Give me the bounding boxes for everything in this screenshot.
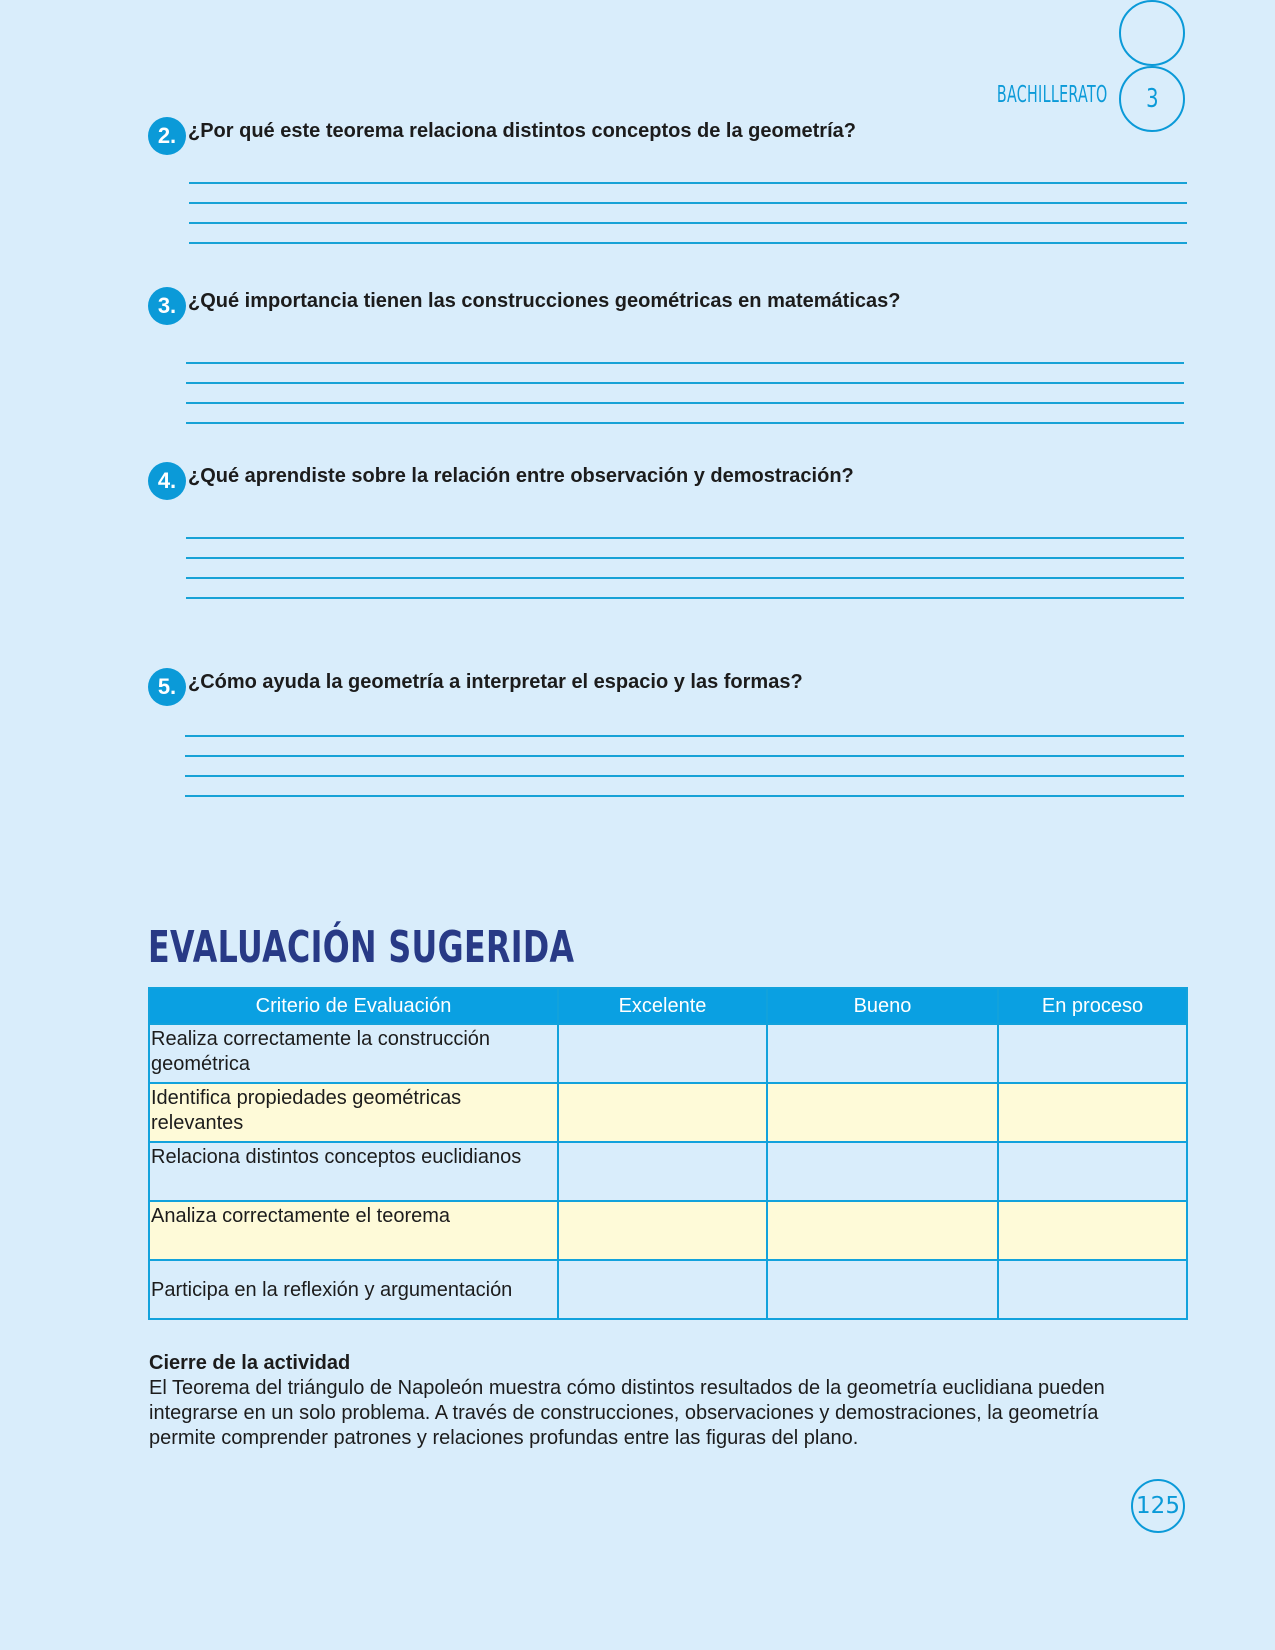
column-header: Criterio de Evaluación [149, 988, 558, 1024]
answer-line[interactable] [185, 755, 1184, 757]
rating-cell-bueno[interactable] [767, 1260, 998, 1319]
answer-line[interactable] [186, 382, 1184, 384]
question-3 [148, 287, 900, 325]
question-number-badge: 3. [148, 287, 186, 325]
section-title: EVALUACIÓN SUGERIDA [148, 922, 575, 973]
closing-text: El Teorema del triángulo de Napoleón muestra cómo distintos resultados de la geometría euclidiana pueden integrarse en un solo problema. A través de construcciones, observaciones y demostraciones, la geometría permite comprender patrones y relaciones profundas entre las figuras del plano. [149, 1377, 1105, 1449]
question-5 [148, 668, 803, 706]
answer-line[interactable] [186, 402, 1184, 404]
closing-section [149, 1351, 1159, 1451]
rating-cell-excelente[interactable] [558, 1201, 767, 1260]
rating-cell-en-proceso[interactable] [998, 1260, 1187, 1319]
series-label: BACHILLERATO [997, 82, 1108, 108]
rating-cell-excelente[interactable] [558, 1260, 767, 1319]
answer-line[interactable] [185, 795, 1184, 797]
rating-cell-excelente[interactable] [558, 1142, 767, 1201]
column-header: En proceso [998, 988, 1187, 1024]
criterion-cell: Relaciona distintos conceptos euclidianos [149, 1142, 558, 1201]
answer-line[interactable] [189, 242, 1187, 244]
criterion-cell: Identifica propiedades geométricas relevantes [149, 1083, 558, 1142]
page-number: 125 [1131, 1479, 1185, 1533]
rating-cell-bueno[interactable] [767, 1024, 998, 1083]
table-header-row [149, 988, 1187, 1024]
answer-line[interactable] [186, 577, 1184, 579]
criterion-cell: Realiza correctamente la construcción geométrica [149, 1024, 558, 1083]
table-row [149, 1260, 1187, 1319]
criterion-cell: Analiza correctamente el teorema [149, 1201, 558, 1260]
rating-cell-excelente[interactable] [558, 1083, 767, 1142]
question-4 [148, 462, 854, 500]
question-text: ¿Por qué este teorema relaciona distintos conceptos de la geometría? [188, 119, 856, 142]
answer-line[interactable] [185, 775, 1184, 777]
rating-cell-bueno[interactable] [767, 1142, 998, 1201]
answer-line[interactable] [186, 597, 1184, 599]
closing-title: Cierre de la actividad [149, 1352, 351, 1374]
table-row [149, 1142, 1187, 1201]
rating-cell-en-proceso[interactable] [998, 1024, 1187, 1083]
answer-lines-2[interactable] [189, 182, 1187, 262]
decorative-circle [1119, 0, 1185, 66]
answer-line[interactable] [185, 735, 1184, 737]
answer-line[interactable] [186, 422, 1184, 424]
answer-line[interactable] [186, 537, 1184, 539]
rating-cell-bueno[interactable] [767, 1201, 998, 1260]
answer-line[interactable] [186, 557, 1184, 559]
table-row [149, 1024, 1187, 1083]
column-header: Bueno [767, 988, 998, 1024]
level-number: 3 [1145, 84, 1159, 114]
question-2 [148, 117, 856, 155]
question-text: ¿Qué aprendiste sobre la relación entre observación y demostración? [188, 464, 854, 487]
answer-line[interactable] [189, 182, 1187, 184]
answer-lines-4[interactable] [186, 537, 1184, 617]
rating-cell-excelente[interactable] [558, 1024, 767, 1083]
column-header: Excelente [558, 988, 767, 1024]
table-row [149, 1083, 1187, 1142]
answer-line[interactable] [189, 202, 1187, 204]
evaluation-table [148, 987, 1188, 1320]
rating-cell-bueno[interactable] [767, 1083, 998, 1142]
answer-line[interactable] [189, 222, 1187, 224]
criterion-cell: Participa en la reflexión y argumentación [149, 1260, 558, 1319]
question-number-badge: 4. [148, 462, 186, 500]
question-text: ¿Cómo ayuda la geometría a interpretar el espacio y las formas? [188, 670, 803, 693]
rating-cell-en-proceso[interactable] [998, 1142, 1187, 1201]
answer-lines-5[interactable] [185, 735, 1184, 815]
table-row [149, 1201, 1187, 1260]
question-number-badge: 2. [148, 117, 186, 155]
question-text: ¿Qué importancia tienen las construcciones geométricas en matemáticas? [188, 289, 901, 312]
answer-lines-3[interactable] [186, 362, 1184, 442]
rating-cell-en-proceso[interactable] [998, 1083, 1187, 1142]
question-number-badge: 5. [148, 668, 186, 706]
answer-line[interactable] [186, 362, 1184, 364]
rating-cell-en-proceso[interactable] [998, 1201, 1187, 1260]
level-badge [1119, 66, 1185, 132]
